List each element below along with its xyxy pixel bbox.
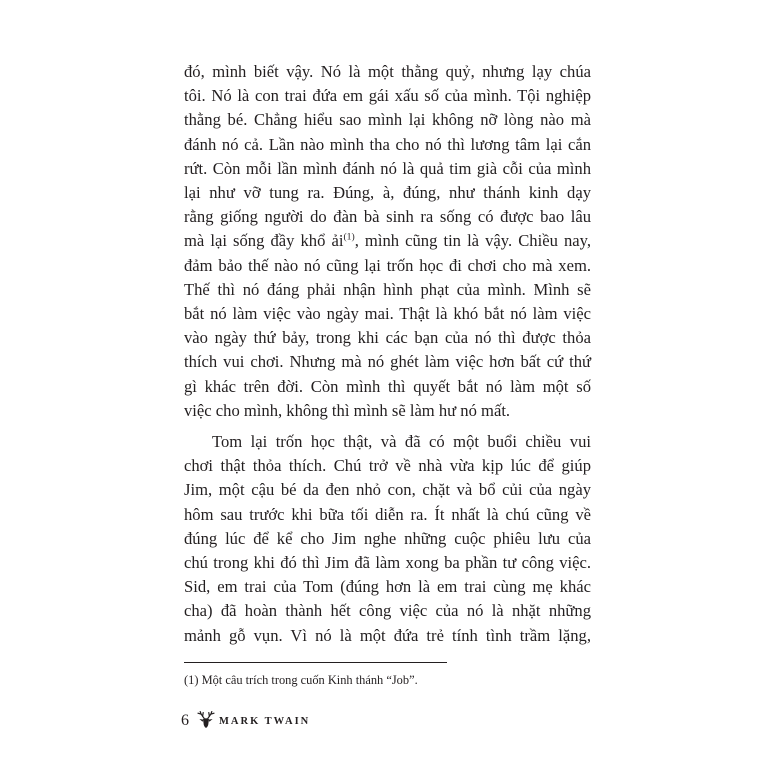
text-line bbox=[184, 229, 591, 253]
footnote-reference: (1) bbox=[343, 231, 355, 243]
text-line: đảm bảo thế nào nó cũng lại trốn học đi chơi cho mà xem. bbox=[184, 255, 591, 275]
text-line: chơi thật thỏa thích. Chú trở về nhà vừa kịp lúc để giúp bbox=[184, 456, 591, 476]
text-line: mảnh gỗ vụn. Vì nó là một đứa trẻ tính tình trầm lặng, bbox=[184, 625, 591, 645]
text-segment: , mình cũng tin là vậy. Chiều nay, bbox=[354, 231, 591, 251]
text-line: thằng bé. Chẳng hiểu sao mình lại không nỡ lòng nào mà bbox=[184, 110, 591, 130]
text-line: đánh nó cả. Lần nào mình tha cho nó thì lương tâm lại cắn bbox=[184, 134, 591, 154]
footnote-text: Một câu trích trong cuốn Kinh thánh “Job”. bbox=[201, 673, 418, 687]
text-line: việc cho mình, không thì mình sẽ làm hư nó mất. bbox=[184, 400, 511, 420]
text-line: hôm sau trước khi bữa tối diễn ra. Ít nhất là chú cũng về bbox=[184, 504, 591, 524]
body-text bbox=[184, 60, 591, 648]
footnote bbox=[184, 672, 591, 688]
text-line: bắt nó làm việc vào ngày mai. Thật là khó bắt nó làm việc bbox=[184, 304, 591, 324]
page-number: 6 bbox=[181, 712, 189, 729]
text-line: đúng lúc để kể cho Jim nghe những cuộc phiêu lưu của bbox=[184, 528, 591, 548]
paragraph bbox=[184, 60, 591, 423]
footnote-divider bbox=[184, 662, 447, 663]
text-line: chú trong khi đó thì Jim đã làm xong ba phần tư công việc. bbox=[184, 553, 591, 573]
text-line: Thế thì nó đáng phải nhận hình phạt của mình. Mình sẽ bbox=[184, 279, 591, 299]
text-line: lại như vỡ tung ra. Đúng, à, đúng, như thánh kinh dạy bbox=[184, 183, 591, 203]
text-line: Tom lại trốn học thật, và đã có một buổi chiều vui bbox=[212, 432, 591, 452]
text-line: rứt. Còn mỗi lần mình đánh nó là quả tim già cỗi của mình bbox=[184, 158, 591, 178]
text-line: thích vui chơi. Nhưng mà nó ghét làm việc hơn bất cứ thứ bbox=[184, 352, 591, 372]
text-line: tôi. Nó là con trai đứa em gái xấu số của mình. Tội nghiệp bbox=[184, 86, 591, 106]
text-line: cha) đã hoàn thành hết công việc của nó là nhặt những bbox=[184, 601, 591, 621]
text-line: đó, mình biết vậy. Nó là một thằng quỷ, nhưng lạy chúa bbox=[184, 62, 591, 81]
text-line: vào ngày thứ bảy, trong khi các bạn của nó thì được thỏa bbox=[184, 328, 591, 348]
text-line: gì khác trên đời. Còn mình thì quyết bắt nó làm một số bbox=[184, 376, 591, 396]
text-line: Jim, một cậu bé da đen nhỏ con, chặt và bổ củi của ngày bbox=[184, 480, 591, 500]
text-line: rằng giống người do đàn bà sinh ra sống có được bao lâu bbox=[184, 207, 591, 227]
deer-head-icon bbox=[197, 711, 215, 731]
text-line: Sid, em trai của Tom (đúng hơn là em trai cùng mẹ khác bbox=[184, 577, 591, 597]
paragraph bbox=[184, 430, 591, 648]
footnote-marker: (1) bbox=[184, 673, 199, 687]
text-segment: mà lại sống đầy khổ ải bbox=[184, 231, 344, 251]
author-name: MARK TWAIN bbox=[219, 716, 311, 727]
